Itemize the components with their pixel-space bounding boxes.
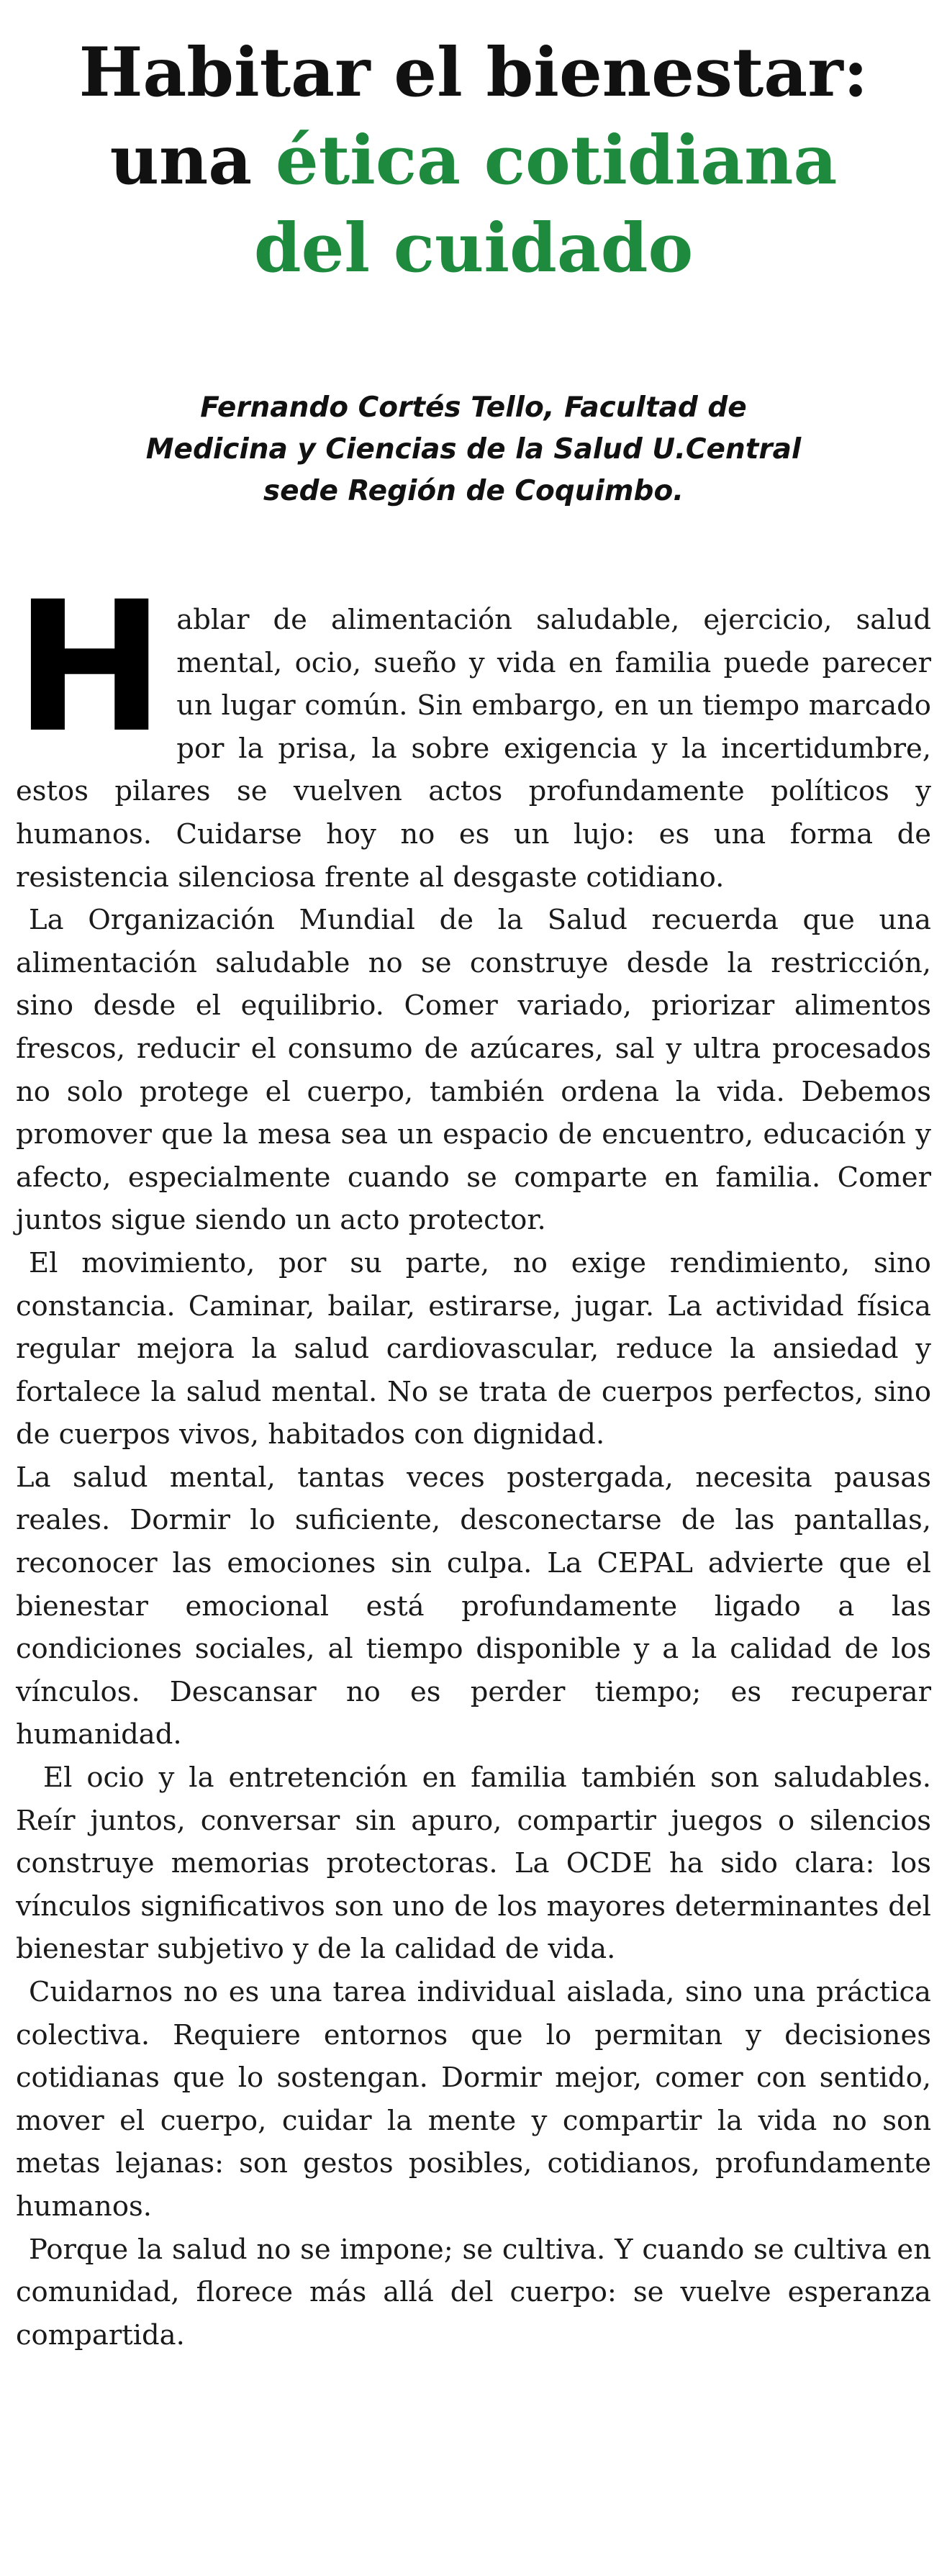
paragraph-5: El ocio y la entretención en familia también son saludables. Reír juntos, conversar sin apuro, compartir juegos o silencios construye memorias protectoras. La OCDE ha sido clara: los vínculos significativos son uno de los mayores determinantes del bienestar subjetivo y de la calidad de vida. xyxy=(16,1761,931,1966)
paragraph-1-text: ablar de alimentación saludable, ejercicio, salud mental, ocio, sueño y vida en familia puede parecer un lugar común. Sin embargo, en un tiempo marcado por la prisa, la sobre exigencia y la incertidumbre, estos pilares se vuelven actos profundamente políticos y humanos. Cuidarse hoy no es un lujo: es una forma de resistencia silenciosa frente al desgaste cotidiano. xyxy=(16,604,931,894)
author-byline xyxy=(16,387,931,512)
byline-line-3: sede Región de Coquimbo. xyxy=(263,475,684,507)
byline-line-2: Medicina y Ciencias de la Salud U.Central xyxy=(145,433,802,466)
title-line-3-accent: del cuidado xyxy=(253,209,694,288)
paragraph-3: El movimiento, por su parte, no exige rendimiento, sino constancia. Caminar, bailar, estirarse, jugar. La actividad física regular mejora la salud cardiovascular, reduce la ansiedad y fortalece la salud mental. No se trata de cuerpos perfectos, sino de cuerpos vivos, habitados con dignidad. xyxy=(16,1246,931,1451)
paragraph-7: Porque la salud no se impone; se cultiva. Y cuando se cultiva en comunidad, florece más allá del cuerpo: se vuelve esperanza compartida. xyxy=(16,2233,931,2351)
paragraph-6: Cuidarnos no es una tarea individual aislada, sino una práctica colectiva. Requiere entornos que lo permitan y decisiones cotidianas que lo sostengan. Dormir mejor, comer con sentido, mover el cuerpo, cuidar la mente y compartir la vida no son metas lejanas: son gestos posibles, cotidianos, profundamente humanos. xyxy=(16,1976,931,2223)
paragraph-1 xyxy=(14,563,931,899)
title-line-1: Habitar el bienestar: xyxy=(78,33,869,112)
drop-cap: H xyxy=(14,563,166,772)
title-line-2-accent: ética cotidiana xyxy=(275,121,838,200)
byline-line-1: Fernando Cortés Tello, Facultad de xyxy=(200,391,747,424)
article-title xyxy=(16,29,931,292)
title-line-2-plain: una xyxy=(109,121,276,200)
article-body xyxy=(14,563,931,2357)
paragraph-4: La salud mental, tantas veces postergada, necesita pausas reales. Dormir lo suficiente, desconectarse de las pantallas, reconocer las emociones sin culpa. La CEPAL advierte que el bienestar emocional está profundamente ligado a las condiciones sociales, al tiempo disponible y a la calidad de los vínculos. Descansar no es perder tiempo; es recuperar humanidad. xyxy=(16,1461,931,1751)
paragraph-2: La Organización Mundial de la Salud recuerda que una alimentación saludable no se construye desde la restricción, sino desde el equilibrio. Comer variado, priorizar alimentos frescos, reducir el consumo de azúcares, sal y ultra procesados no solo protege el cuerpo, también ordena la vida. Debemos promover que la mesa sea un espacio de encuentro, educación y afecto, especialmente cuando se comparte en familia. Comer juntos sigue siendo un acto protector. xyxy=(16,904,931,1237)
